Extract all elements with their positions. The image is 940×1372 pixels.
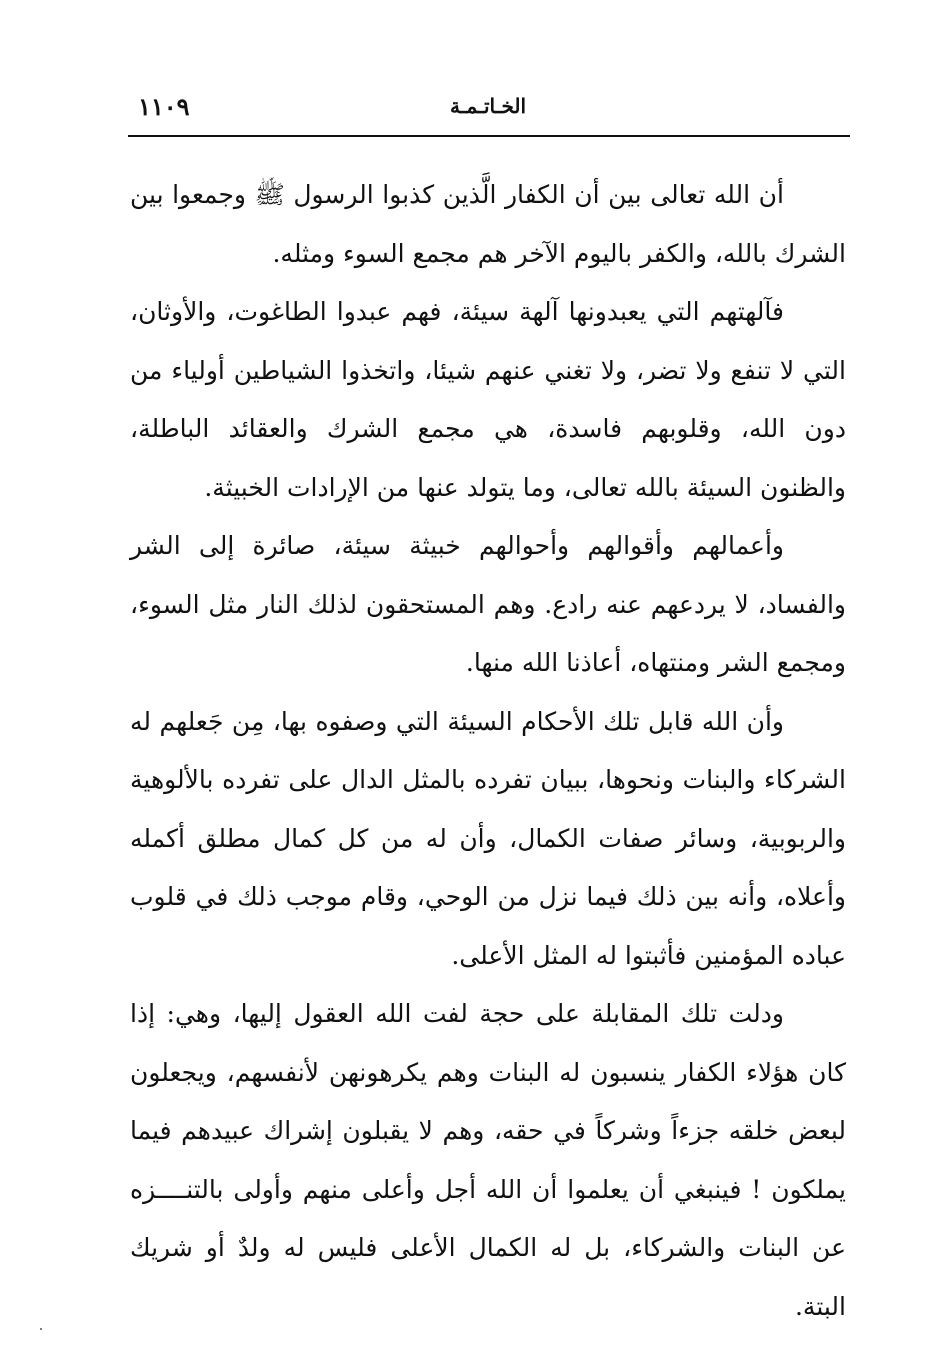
paragraph-3: وأعمالهم وأقوالهم وأحوالهم خبيثة سيئة، صائرة إلى الشر والفساد، لا يردعهم عنه رادع. وهم المستحقون لذلك النار مثل السوء، ومجمع الشر ومنتهاه، أعاذنا الله منها. bbox=[130, 531, 846, 677]
paragraph-1: أن الله تعالى بين أن الكفار الَّذين كذبوا الرسول ﷺ وجمعوا بين الشرك بالله، والكفر باليوم الآخر هم مجمع السوء ومثله. bbox=[130, 180, 846, 268]
paragraph-2: فآلهتهم التي يعبدونها آلهة سيئة، فهم عبدوا الطاغوت، والأوثان، التي لا تنفع ولا تضر، ولا تغني عنهم شيئا، واتخذوا الشياطين أولياء من دون الله، وقلوبهم فاسدة، هي مجمع الشرك والعقائد الباطلة، والظنون السيئة بالله تعالى، وما يتولد عنها من الإرادات الخبيثة. bbox=[130, 297, 846, 502]
page-header bbox=[128, 92, 848, 132]
paragraph-4: وأن الله قابل تلك الأحكام السيئة التي وصفوه بها، مِن جَعلهم له الشركاء والبنات ونحوها، ببيان تفرده بالمثل الدال على تفرده بالألوهية والربوبية، وسائر صفات الكمال، وأن له من كل كمال مطلق أكمله وأعلاه، وأنه بين ذلك فيما نزل من الوحي، وقام موجب ذلك في قلوب عباده المؤمنين فأثبتوا له المثل الأعلى. bbox=[130, 706, 846, 970]
page-number: ١١٠٩ bbox=[138, 92, 190, 121]
paragraph-5: ودلت تلك المقابلة على حجة لفت الله العقول إليها، وهي: إذا كان هؤلاء الكفار ينسبون له البنات وهم يكرهونهن لأنفسهم، ويجعلون لبعض خلقه جزءاً وشركاً في حقه، وهم لا يقبلون إشراك عبيدهم فيما يملكون ! فينبغي أن يعلموا أن الله أجل وأعلى منهم وأولى بالتنــــزه عن البنات والشركاء، بل له الكمال الأعلى فليس له ولدٌ أو شريك البتة. bbox=[130, 999, 846, 1321]
running-title: الخـاتـمـة bbox=[449, 94, 527, 118]
scan-speck bbox=[40, 1328, 42, 1330]
header-divider bbox=[128, 135, 850, 137]
body-text bbox=[130, 166, 846, 1336]
